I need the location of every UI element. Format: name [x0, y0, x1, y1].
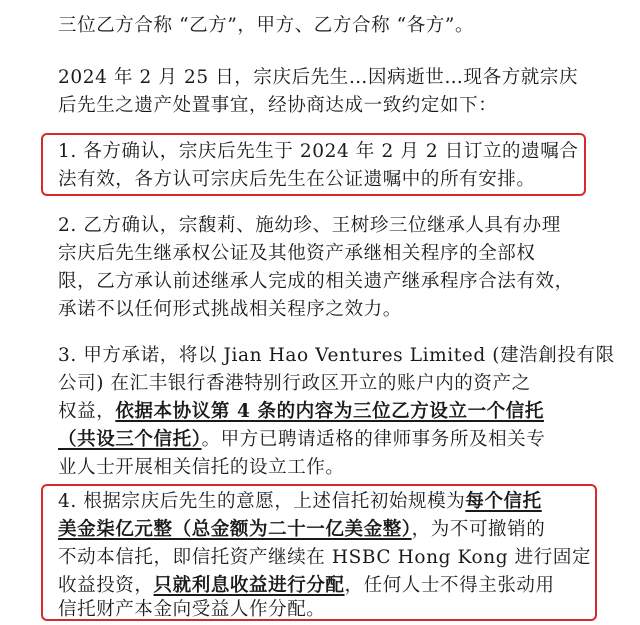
- clause-4-emphasis-3: 只就利息收益进行分配: [153, 575, 345, 596]
- clause-3-line-4: [58, 426, 545, 454]
- clause-4-line-1: [58, 488, 542, 516]
- clause-3-emphasis-1: 依据本协议第 4 条的内容为三位乙方设立一个信托: [115, 401, 544, 422]
- clause-4-line-5: 信托财产本金向受益人作分配。: [58, 599, 326, 620]
- clause-2-line-2: 宗庆后先生继承权公证及其他资产承继相关程序的全部权: [58, 243, 536, 264]
- clause-2-line-4: 承诺不以任何形式挑战相关程序之效力。: [58, 299, 402, 320]
- clause-3-line-3: [58, 398, 544, 426]
- clause-4-line-4-text-b: ，任何人士不得主张动用: [344, 575, 555, 596]
- clause-4-emphasis-2: 美金柒亿元整（总金额为二十一亿美金整）: [58, 519, 412, 540]
- clause-4-line-1-text: 4. 根据宗庆后先生的意愿，上述信托初始规模为: [58, 491, 466, 512]
- clause-4-emphasis-1: 每个信托: [465, 491, 542, 512]
- clause-4-line-2: [58, 516, 545, 544]
- clause-3-line-3-text: 权益，: [58, 401, 116, 422]
- clause-4-line-2-text: ，为不可撤销的: [411, 519, 546, 540]
- intro-line: 三位乙方合称 “乙方”，甲方、乙方合称 “各方”。: [58, 15, 475, 36]
- clause-1-line-1: 1. 各方确认，宗庆后先生于 2024 年 2 月 2 日订立的遗嘱合: [58, 141, 579, 162]
- clause-3-emphasis-2: （共设三个信托）: [58, 429, 202, 450]
- clause-4-line-4-text-a: 收益投资，: [58, 575, 154, 596]
- clause-1-line-2: 法有效，各方认可宗庆后先生在公证遗嘱中的所有安排。: [58, 169, 536, 190]
- clause-2-line-3: 限，乙方承认前述继承人完成的相关遗产继承程序合法有效，: [58, 271, 574, 292]
- clause-3-line-1: 3. 甲方承诺，将以 Jian Hao Ventures Limited (建浩創投有限: [58, 345, 615, 366]
- clause-3-line-2: 公司) 在汇丰银行香港特别行政区开立的账户内的资产之: [58, 373, 531, 394]
- clause-4-line-3: 不动本信托，即信托资产继续在 HSBC Hong Kong 进行固定: [58, 547, 592, 568]
- intro-paragraph-line-1: 2024 年 2 月 25 日，宗庆后先生…因病逝世…现各方就宗庆: [58, 67, 579, 88]
- clause-2-line-1: 2. 乙方确认，宗馥莉、施幼珍、王树珍三位继承人具有办理: [58, 215, 561, 236]
- clause-3-line-5: 业人士开展相关信托的设立工作。: [58, 457, 345, 478]
- clause-3-line-4-text: 。甲方已聘请适格的律师事务所及相关专: [201, 429, 546, 450]
- intro-paragraph-line-2: 后先生之遗产处置事宜，经协商达成一致约定如下：: [58, 95, 498, 116]
